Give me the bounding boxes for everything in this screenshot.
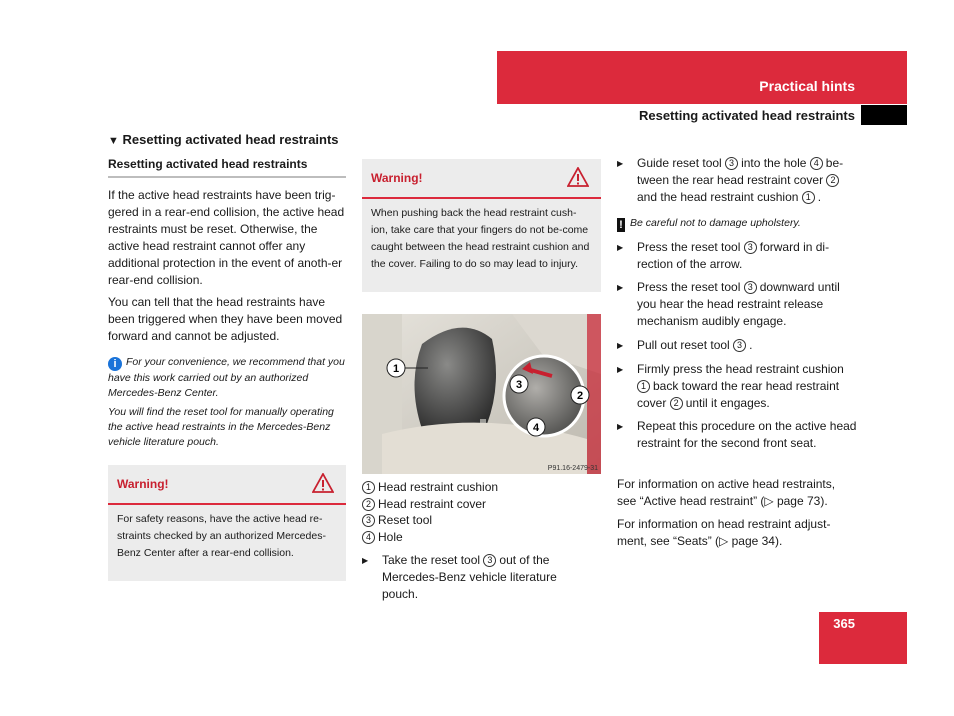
figure-legend (362, 479, 601, 545)
callout-4: 4 (532, 422, 540, 434)
callout-2: 2 (576, 390, 584, 402)
section-title: Resetting activated head restraints (638, 108, 855, 123)
step-press-down: ▶ Press the reset tool 3 downward until you hear the head restraint release mechanism audibly engage. (617, 279, 857, 330)
legend-item: 1 Head restraint cushion (362, 479, 601, 496)
info-note-tool: You will find the reset tool for manually operating the active head restraints in the Mercedes-Benz vehicle literature pouch. (108, 406, 334, 448)
step-press-forward: ▶ Press the reset tool 3 forward in di-rection of the arrow. (617, 239, 857, 273)
page-number: 365 (833, 616, 855, 631)
callout-3: 3 (515, 379, 523, 391)
exclamation-icon: ! (617, 218, 625, 232)
step-guide-tool: ▶ Guide reset tool 3 into the hole 4 be-tween the rear head restraint cover 2and the head restraint cushion 1 . (617, 155, 857, 206)
legend-item: 4 Hole (362, 529, 601, 546)
callout-1: 1 (392, 363, 400, 375)
info-icon: i (108, 357, 122, 371)
warning-title: Warning! (371, 171, 423, 185)
head-restraint-figure (362, 314, 601, 474)
info-note: i For your convenience, we recommend that you have this work carried out by an authorized Mercedes-Benz Center. (108, 356, 345, 399)
intro-paragraph: If the active head restraints have been trig-gered in a rear-end collision, the active head restraints must be reset. Otherwise, the active head restraint cannot offer any additional protection in the event of anoth-er rear-end collision. (108, 188, 345, 287)
header-black-tab (861, 105, 907, 125)
triangle-down-icon: ▼ (108, 135, 119, 147)
warning-title: Warning! (117, 477, 169, 491)
warning-triangle-icon (567, 167, 589, 190)
warning-text: For safety reasons, have the active head re-straints checked by an authorized Mercedes-Benz Center after a rear-end collision. (117, 513, 326, 559)
trigger-paragraph: You can tell that the head restraints have been triggered when they have been moved forward and cannot be adjusted. (108, 295, 343, 343)
step-take-tool: ▶ Take the reset tool 3 out of the Mercedes-Benz vehicle literature pouch. (362, 552, 582, 603)
step-repeat: ▶ Repeat this procedure on the active head restraint for the second front seat. (617, 418, 857, 452)
reference-active-restraint: For information on active head restraints, see “Active head restraint” (▷ page 73). (617, 477, 836, 508)
warning-text: When pushing back the head restraint cush-ion, take care that your fingers do not be-come caught between the head restraint cushion and the cover. Failing to do so may lead to injury. (371, 207, 590, 270)
subheading: Resetting activated head restraints (108, 157, 346, 178)
caution-note: ! Be careful not to damage upholstery. (617, 216, 857, 232)
section-heading: ▼ Resetting activated head restraints (108, 132, 339, 147)
step-press-cushion: ▶ Firmly press the head restraint cushion 1 back toward the rear head restraint cover 2 until it engages. (617, 361, 857, 412)
chapter-title: Practical hints (759, 78, 855, 94)
figure-code: P91.16-2479-31 (547, 465, 598, 472)
legend-item: 3 Reset tool (362, 512, 601, 529)
legend-item: 2 Head restraint cover (362, 496, 601, 513)
step-pull-out: ▶ Pull out reset tool 3 . (617, 337, 857, 354)
reference-seats: For information on head restraint adjust-ment, see “Seats” (▷ page 34). (617, 517, 831, 548)
warning-triangle-icon (312, 473, 334, 496)
warning-box-fingers (362, 159, 601, 292)
warning-box (108, 465, 346, 581)
